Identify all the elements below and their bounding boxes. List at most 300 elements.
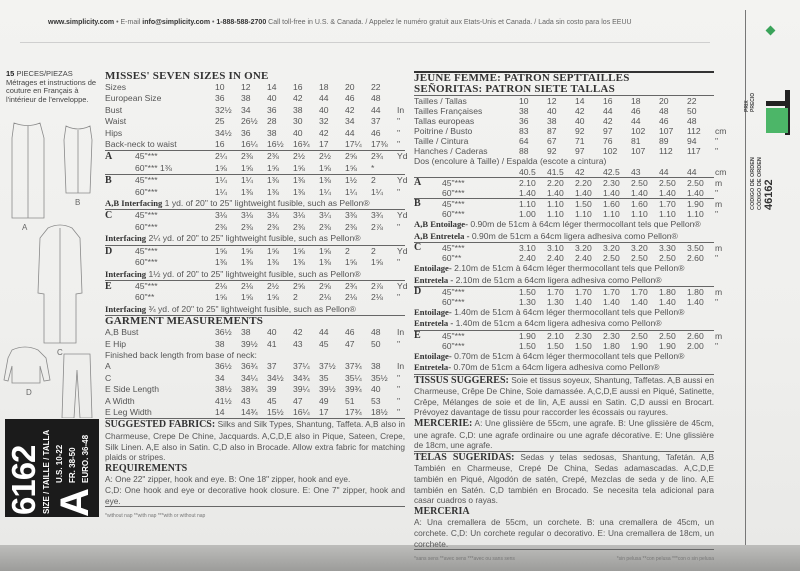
unit-label: cm	[715, 126, 727, 136]
size-value: 25	[215, 116, 225, 127]
size-value: 1.40	[631, 188, 648, 199]
order-code: 46162	[763, 179, 775, 210]
size-value: 34	[215, 372, 225, 383]
size-value: 14	[575, 96, 585, 106]
fabric-width: 45"***	[135, 151, 158, 162]
fabric-width: 45"***	[442, 330, 465, 341]
size-value: 1.70	[603, 287, 620, 298]
view-d-jacket-drawing	[4, 347, 50, 383]
size-value: 1.10	[631, 209, 648, 220]
size-value: 12	[241, 82, 251, 92]
view-letter	[414, 253, 442, 263]
website-link[interactable]: www.simplicity.com	[48, 19, 115, 26]
unit-label: m	[715, 199, 723, 210]
yardage-row	[414, 209, 719, 220]
size-value: 1⅜	[267, 175, 279, 186]
paragraph-text: Silks and Silk Types, Shantung, Taffeta. A,B also in Charmeuse, Crepe De Chine, Jacquards. A,C,D,E also in Pique, Sateen, Crepe, Silk Linen. A,E also in Satin. C,D also in Brocade. Allow extra fabric for matching plaids or stripes.	[105, 419, 405, 463]
fabric-width: 45"***	[442, 287, 465, 298]
unit-label: "	[397, 292, 401, 303]
fabric-width: 45"***	[442, 199, 465, 210]
paragraph-text: 2¼ yd. of 20" to 25" lightweight fusible, such as Pellon®	[146, 233, 361, 244]
email-link[interactable]: info@simplicity.com	[142, 19, 211, 26]
paragraph-text: A: One 22" zipper, hook and eye. B: One 18" zipper, hook and eye.	[105, 474, 351, 485]
size-value: 22	[371, 82, 381, 92]
size-value: 1⅝	[215, 245, 227, 256]
unit-label: "	[397, 257, 401, 268]
measurement-row	[105, 339, 405, 350]
size-value: 42	[293, 327, 303, 338]
row-label: C	[105, 372, 112, 383]
interfacing-note	[105, 350, 405, 361]
paragraph-text: 1.40m de 51cm à 64cm léger thermocollant tels que Pellon®	[451, 307, 685, 318]
nap-footnote-fr: *sans sens **avec sens ***avec ou sans sens	[414, 556, 515, 563]
paragraph-text: Soie et tissus soyeux, Shantung, Taffetas. A,B aussi en Charmeuse, Crêpe De Chine, Soie damassée. A,C,D,E aussi en Piqué, Satinette, Crêpe, Mélanges de soie et de lin, A,E aussi en Satin. C,D aussi en Brocart. Prévoyez davantage de tissu pour raccorder les écossais ou rayures.	[414, 374, 714, 418]
row-label: Sizes	[105, 82, 127, 92]
size-value: 41½	[215, 395, 232, 406]
size-value: 46	[345, 93, 355, 104]
size-value: 32½	[215, 104, 232, 115]
paragraph-heading: Interfacing	[105, 233, 147, 244]
size-value: 1⅝	[319, 245, 331, 256]
size-value: 2⅜	[215, 221, 227, 232]
measurement-row	[414, 167, 727, 178]
paragraph-text: Sedas y telas sedosas, Shantung, Tafetán. A,B También en Charmeuse, Crepé De China, Sedas adamascadas. A,C,D,E también en Piqué, Algodón de satén, Crepé, Mezclas de seda y de lino. A,E también en Satén. C,D también en Brocado. Se necesita tela adicional para casar cuadros o rayas.	[414, 451, 714, 506]
size-value: 42	[319, 127, 329, 138]
size-value: 2⅛	[215, 280, 227, 291]
size-value: 2⅛	[319, 292, 331, 303]
size-value: 2.50	[631, 330, 648, 341]
fabric-width: 45"***	[135, 280, 158, 291]
interfacing-note	[105, 198, 405, 209]
size-value: 42	[345, 104, 355, 115]
unit-label: Yd	[397, 245, 408, 256]
text-paragraph	[414, 418, 714, 451]
size-value: 3.20	[631, 243, 648, 254]
view-letter	[105, 257, 135, 268]
size-value: 2	[371, 175, 376, 186]
size-value: 34	[345, 116, 355, 127]
unit-label: "	[715, 209, 719, 220]
size-value: 44	[319, 327, 329, 338]
size-value: 17	[319, 406, 329, 417]
size-value: 48	[659, 106, 669, 116]
size-value: 2½	[267, 280, 279, 291]
size-value: 16¾	[293, 139, 310, 150]
size-value: 1.30	[547, 297, 564, 308]
size-value: 1⅝	[371, 257, 383, 268]
view-letter	[414, 188, 442, 198]
size-value: 36	[519, 116, 529, 126]
paragraph-text: 0.90m de 51cm à 64cm léger thermocollant tels que Pellon®	[467, 219, 701, 230]
divider	[20, 42, 710, 43]
size-value: 102	[603, 146, 618, 156]
size-value: 2.50	[631, 253, 648, 264]
size-value: 2.50	[659, 330, 676, 341]
size-value: 42	[575, 167, 585, 178]
view-b-top-drawing	[64, 126, 92, 193]
size-value: 1.40	[687, 297, 704, 308]
size-value: 2.10	[519, 178, 536, 189]
pieces-label: PIECES/PIEZAS	[16, 69, 73, 78]
unit-label: m	[715, 287, 723, 298]
size-value: 1⅝	[267, 292, 279, 303]
yardage-row	[105, 163, 405, 174]
paragraph-heading: A,B Interfacing	[105, 198, 163, 209]
size-value: 1⅜	[241, 186, 253, 197]
size-value: 92	[575, 126, 585, 136]
size-value: 1.10	[687, 209, 704, 220]
paragraph-text: 1½ yd. of 20" to 25" lightweight fusible, such as Pellon®	[146, 268, 361, 279]
size-value: 44	[371, 104, 381, 115]
interfacing-note	[414, 351, 714, 362]
size-value: 2¾	[345, 280, 357, 291]
paragraph-heading: Entretela-	[414, 362, 452, 373]
row-label: A	[105, 361, 111, 372]
paragraph-text: ¾ yd. of 20" to 25" lightweight fusible, such as Pellon®	[146, 303, 356, 314]
yardage-row	[105, 257, 405, 268]
section-title: GARMENT MEASUREMENTS	[105, 315, 264, 328]
paragraph-text: 0.70m de 51cm a 64cm ligera adhesiva como Pellon®	[451, 362, 660, 373]
row-label: Hips	[105, 127, 123, 138]
size-value: 2⅝	[293, 280, 305, 291]
size-value: 46	[371, 127, 381, 138]
size-value: 1¼	[241, 175, 253, 186]
size-value: 44	[319, 93, 329, 104]
unit-label	[715, 106, 729, 116]
size-value: 3⅜	[345, 210, 357, 221]
yardage-row	[414, 329, 723, 341]
row-label: E Side Length	[105, 384, 159, 395]
size-value: 1.40	[659, 188, 676, 199]
size-value: 1.10	[547, 199, 564, 210]
size-value: 35	[319, 372, 329, 383]
size-value: 2.50	[659, 253, 676, 264]
size-value: 71	[575, 136, 585, 146]
size-value: 1⅜	[293, 257, 305, 268]
fabric-width: 45"***	[442, 178, 465, 189]
measurement-row	[414, 106, 714, 116]
view-letter: E	[414, 329, 421, 341]
size-value: 10	[519, 96, 529, 106]
unit-label	[397, 93, 415, 104]
paragraph-heading: Entoilage-	[414, 307, 452, 318]
size-value: 42	[293, 93, 303, 104]
unit-label: "	[397, 127, 401, 138]
size-value: 38	[547, 116, 557, 126]
order-code-block	[750, 157, 775, 210]
size-value: 34	[241, 104, 251, 115]
size-value: 1.60	[603, 199, 620, 210]
contact-line: www.simplicity.com • E-mail info@simplicity.com • 1-888-588-2700 Call toll-free in U.S. & Canada. / Appelez le numéro gratuit aux Etats-Unis et Canada. / Lada sin costo para los EEUU	[48, 19, 632, 26]
size-value: 38	[519, 106, 529, 116]
size-value: 43	[631, 167, 641, 178]
interfacing-note	[105, 304, 405, 315]
size-value: 2.10	[547, 330, 564, 341]
paragraph-heading: Entoilage-	[414, 263, 452, 274]
size-value: 16¼	[241, 139, 258, 150]
size-value: 40.5	[519, 167, 536, 178]
unit-label: "	[397, 186, 401, 197]
view-letter: D	[105, 245, 113, 257]
size-value: 16½	[267, 139, 284, 150]
interfacing-note	[105, 233, 405, 244]
size-value: 44	[631, 116, 641, 126]
size-value: 41.5	[547, 167, 564, 178]
unit-label: cm	[715, 167, 727, 178]
paragraph-heading: A,B Entretela -	[414, 230, 470, 241]
size-value: 48	[371, 327, 381, 338]
size-value: 38	[267, 127, 277, 138]
size-value: 2.40	[519, 253, 536, 264]
paragraph-heading: TELAS SUGERIDAS:	[414, 451, 515, 463]
size-value: 36½	[215, 327, 232, 338]
view-letter	[414, 341, 442, 351]
size-value: 112	[687, 126, 701, 136]
fabric-width: 60"*** 1⅜	[135, 162, 172, 173]
view-letter: A	[105, 151, 113, 163]
size-value: 18	[319, 82, 329, 92]
text-paragraph	[105, 485, 405, 506]
row-label: Poitrine / Busto	[414, 126, 473, 136]
size-value: 17¼	[345, 139, 362, 150]
size-value: 2⅜	[241, 221, 253, 232]
size-value: 1.90	[631, 340, 648, 351]
text-paragraph	[414, 452, 714, 506]
size-value: 3⅛	[241, 210, 253, 221]
table-divider	[105, 506, 405, 507]
row-label	[414, 167, 519, 177]
size-value: 51	[345, 395, 355, 406]
fabric-width: 60"**	[135, 292, 155, 303]
size-value: 22	[687, 96, 697, 106]
size-value: 1⅝	[267, 162, 279, 173]
size-value: 1¼	[215, 186, 227, 197]
size-value: 1.40	[575, 188, 592, 199]
measurement-row	[105, 373, 405, 384]
size-value: 34½	[267, 372, 284, 383]
unit-label: "	[397, 384, 401, 395]
size-value: 3.10	[547, 243, 564, 254]
order-label-1: CODIGO DE ORDEN	[750, 157, 756, 210]
measurement-row	[414, 96, 714, 106]
row-label: Back-neck to waist	[105, 139, 177, 150]
size-value: 1.70	[547, 287, 564, 298]
view-c-coat-drawing	[38, 225, 82, 343]
size-value: 36	[215, 93, 225, 104]
unit-label: In	[397, 361, 405, 372]
section-title: JEUNE FEMME: PATRON SEPTTAILLES	[414, 72, 630, 84]
size-value: 38	[215, 338, 225, 349]
nap-footnote: *without nap **with nap ***with or without nap	[105, 513, 206, 520]
email-label: E-mail	[120, 19, 141, 26]
size-value: 1.10	[519, 199, 536, 210]
size-value: 2	[371, 245, 376, 256]
size-value: 1⅝	[293, 162, 305, 173]
size-value: 1¼	[319, 186, 331, 197]
size-value: 2.00	[687, 340, 704, 351]
size-value: 2½	[319, 151, 331, 162]
text-paragraph	[414, 375, 714, 418]
size-value: 1⅜	[215, 257, 227, 268]
view-letter	[105, 292, 135, 303]
view-letter: B	[105, 175, 112, 187]
yardage-row	[414, 340, 719, 351]
size-range-fr: FR. 38-50	[68, 447, 77, 483]
unit-label	[715, 116, 729, 126]
view-label-c: C	[57, 348, 63, 357]
size-value: 36	[267, 104, 277, 115]
view-letter	[105, 187, 135, 198]
yardage-row	[105, 187, 405, 198]
size-value: 34¾	[293, 372, 310, 383]
size-value: 2.20	[575, 178, 592, 189]
size-range-us: U.S. 10-22	[55, 444, 64, 483]
size-value: 1.90	[687, 199, 704, 210]
size-value: 38¾	[241, 384, 258, 395]
view-letter: B	[414, 198, 421, 210]
size-value: 3.20	[603, 243, 620, 254]
size-value: 1.80	[659, 287, 676, 298]
size-value: 117	[687, 146, 701, 156]
size-value: 3⅛	[215, 210, 227, 221]
interfacing-note	[414, 275, 714, 286]
size-value: 2⅛	[345, 292, 357, 303]
unit-label: "	[397, 372, 401, 383]
view-letter	[414, 297, 442, 307]
yardage-row	[414, 177, 723, 189]
size-value: 1.10	[659, 209, 676, 220]
row-label: Bust	[105, 104, 123, 115]
unit-label: "	[715, 136, 719, 146]
view-letter	[105, 222, 135, 233]
unit-label	[715, 96, 729, 106]
price-label-fr: PRIX	[744, 100, 750, 112]
size-value: 37	[371, 116, 381, 127]
size-value: 44	[687, 167, 697, 178]
paragraph-text: 2.10m de 51cm à 64cm léger thermocollant tels que Pellon®	[451, 263, 685, 274]
size-value: 1¼	[371, 186, 383, 197]
section-title: SEÑORITAS: PATRON SIETE TALLAS	[414, 83, 615, 95]
size-value: 3.30	[659, 243, 676, 254]
paragraph-text: A: Una cremallera de 55cm, un corchete. B: una cremallera de 45cm, un corchete. C,D: Un corchete regular o decorativo. E: Una cremallera de 18cm, un corchete.	[414, 517, 714, 549]
paragraph-heading: MERCERIE:	[414, 418, 473, 430]
size-value: 81	[631, 136, 641, 146]
paragraph-text: 0.90m de 51cm a 64cm ligera adhesiva como Pellon®	[469, 230, 678, 241]
interfacing-note	[105, 269, 405, 280]
measurement-row	[105, 384, 405, 395]
size-value: 38	[371, 361, 381, 372]
size-value: 32	[319, 116, 329, 127]
size-value: 49	[319, 395, 329, 406]
size-range-euro: EURO. 36-48	[81, 434, 90, 483]
nap-footnote-es: *sin pelusa **con pelusa ***con o sin pelusa	[616, 556, 714, 563]
unit-label: "	[397, 139, 401, 150]
fabric-width: 60"***	[442, 188, 465, 199]
size-value: 83	[519, 126, 529, 136]
size-value: 2⅛	[371, 292, 383, 303]
size-value: 2.50	[659, 178, 676, 189]
size-value: 94	[687, 136, 697, 146]
size-value: 50	[371, 338, 381, 349]
view-a-dress-drawing	[12, 123, 44, 218]
size-range-letter: A	[53, 488, 97, 517]
size-value: 1.10	[603, 209, 620, 220]
fabric-width: 45"***	[135, 210, 158, 221]
view-label-b: B	[75, 198, 81, 207]
measurement-row	[105, 361, 405, 372]
size-value: 20	[659, 96, 669, 106]
paragraph-heading: SUGGESTED FABRICS:	[105, 419, 216, 431]
interfacing-note	[414, 362, 714, 373]
measurement-row	[414, 116, 714, 126]
size-value: 88	[519, 146, 529, 156]
yardage-row	[105, 292, 405, 303]
size-value: 2.40	[547, 253, 564, 264]
size-value: 2¾	[371, 151, 383, 162]
size-value: 38	[241, 327, 251, 338]
unit-label: "	[397, 338, 401, 349]
row-label: Hanches / Caderas	[414, 146, 488, 156]
size-value: 1⅜	[319, 175, 331, 186]
fabric-width: 60"***	[135, 186, 158, 197]
size-value: *	[371, 162, 375, 173]
size-value: 2⅝	[345, 151, 357, 162]
unit-label: "	[715, 253, 719, 264]
size-value: 40	[547, 106, 557, 116]
size-value: 2.60	[687, 330, 704, 341]
size-value: 1⅝	[319, 162, 331, 173]
size-value: 37	[267, 361, 277, 372]
pieces-count: 15	[6, 69, 15, 78]
size-value: 1.40	[519, 188, 536, 199]
measurement-row	[414, 136, 719, 146]
fabric-width: 45"***	[442, 243, 465, 254]
size-value: 35¼	[345, 372, 362, 383]
size-value: 17¾	[345, 406, 362, 417]
paragraph-heading: Entretela -	[414, 274, 454, 285]
size-value: 2.30	[603, 178, 620, 189]
table-divider	[414, 549, 714, 550]
measurement-row	[105, 128, 405, 139]
row-label: Waist	[105, 116, 127, 127]
size-value: 1.50	[519, 340, 536, 351]
size-value: 35½	[371, 372, 388, 383]
size-value: 16	[215, 139, 225, 150]
pattern-number-label	[5, 419, 99, 517]
paragraph-text: C,D: One hook and eye or decorative hook closure. E: One 7" zipper, hook and eye.	[105, 484, 405, 506]
paragraph-text: 1.40m de 51cm a 64cm ligera adhesiva como Pellon®	[453, 318, 662, 329]
size-value: 87	[547, 126, 557, 136]
size-value: 45	[267, 395, 277, 406]
size-value: 2⅞	[371, 280, 383, 291]
size-value: 48	[371, 93, 381, 104]
size-label: SIZE / TAILLE / TALLA	[42, 429, 51, 514]
size-value: 1⅝	[241, 292, 253, 303]
fabric-width: 60"***	[135, 257, 158, 268]
size-value: 1.40	[631, 297, 648, 308]
size-value: 45	[319, 338, 329, 349]
size-value: 1½	[345, 175, 357, 186]
size-value: 46	[345, 327, 355, 338]
size-value: 40	[575, 116, 585, 126]
size-value: 3⅛	[293, 210, 305, 221]
size-value: 44	[659, 167, 669, 178]
size-value: 97	[575, 146, 585, 156]
size-value: 14¾	[241, 406, 258, 417]
size-value: 37¼	[293, 361, 310, 372]
interfacing-note	[414, 263, 714, 274]
size-value: 1.50	[575, 340, 592, 351]
